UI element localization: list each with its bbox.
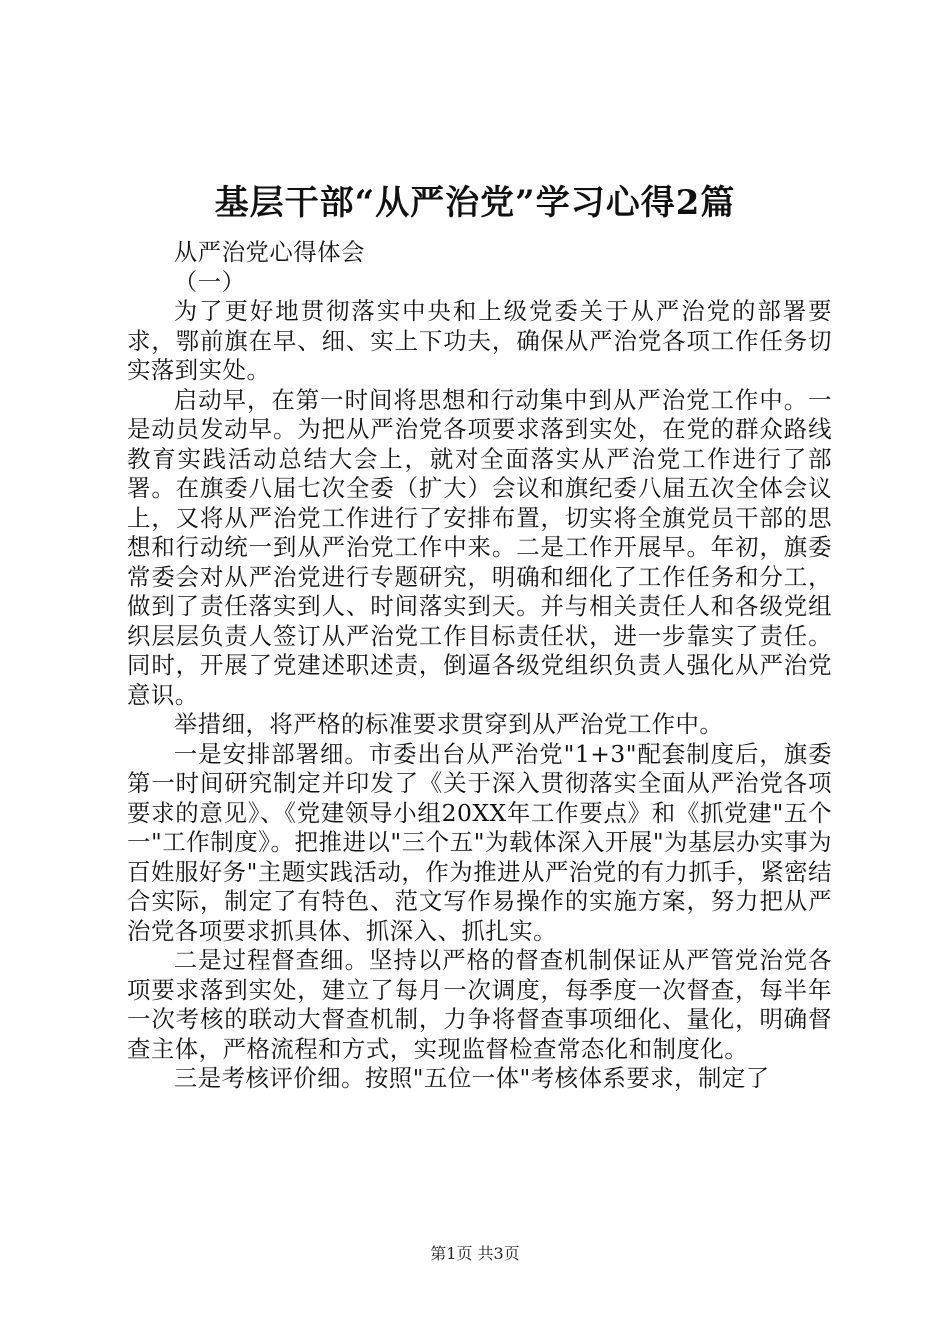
paragraph: 三是考核评价细。按照"五位一体"考核体系要求，制定了 — [173, 1064, 770, 1092]
paragraph: 为了更好地贯彻落实中央和上级党委关于从严治党的部署要求，鄂前旗在早、细、实上下功夫，确保从严治党各项工作任务切实落到实处。 — [127, 297, 832, 384]
page-number-footer: 第1页 共3页 — [430, 1244, 520, 1263]
paragraph: 启动早，在第一时间将思想和行动集中到从严治党工作中。一是动员发动早。为把从严治党各项要求落到实处，在党的群众路线教育实践活动总结大会上，就对全面落实从严治党工作进行了部署。在旗委八届七次全委（扩大）会议和旗纪委八届五次全体会议上，又将从严治党工作进行了安排布置，切实将全旗党员干部的思想和行动统一到从严治党工作中来。二是工作开展早。年初，旗委常委会对从严治党进行专题研究，明确和细化了工作任务和分工，做到了责任落实到人、时间落实到天。并与相关责任人和各级党组织层层负责人签订从严治党工作目标责任状，进一步靠实了责任。同时，开展了党建述职述责，倒逼各级党组织负责人强化从严治党意识。 — [127, 385, 832, 709]
subtitle: 从严治党心得体会 — [173, 238, 365, 266]
section-marker: （一） — [173, 267, 246, 296]
paragraph: 举措细，将严格的标准要求贯穿到从严治党工作中。 — [173, 710, 724, 738]
document-body — [127, 238, 832, 1094]
paragraph: 一是安排部署细。市委出台从严治党"1+3"配套制度后，旗委第一时间研究制定并印发了《关于深入贯彻落实全面从严治党各项要求的意见》、《党建领导小组20XX年工作要点》和《抓党建"五个一"工作制度》。把推进以"三个五"为载体深入开展"为基层办实事为百姓服好务"主题实践活动，作为推进从严治党的有力抓手，紧密结合实际，制定了有特色、范文写作易操作的实施方案，努力把从严治党各项要求抓具体、抓深入、抓扎实。 — [127, 739, 832, 945]
document-title: 基层干部“从严治党”学习心得2篇 — [214, 183, 736, 223]
paragraph: 二是过程督查细。坚持以严格的督查机制保证从严管党治党各项要求落到实处，建立了每月一次调度，每季度一次督查，每半年一次考核的联动大督查机制，力争将督查事项细化、量化，明确督查主体，严格流程和方式，实现监督检查常态化和制度化。 — [127, 946, 832, 1063]
